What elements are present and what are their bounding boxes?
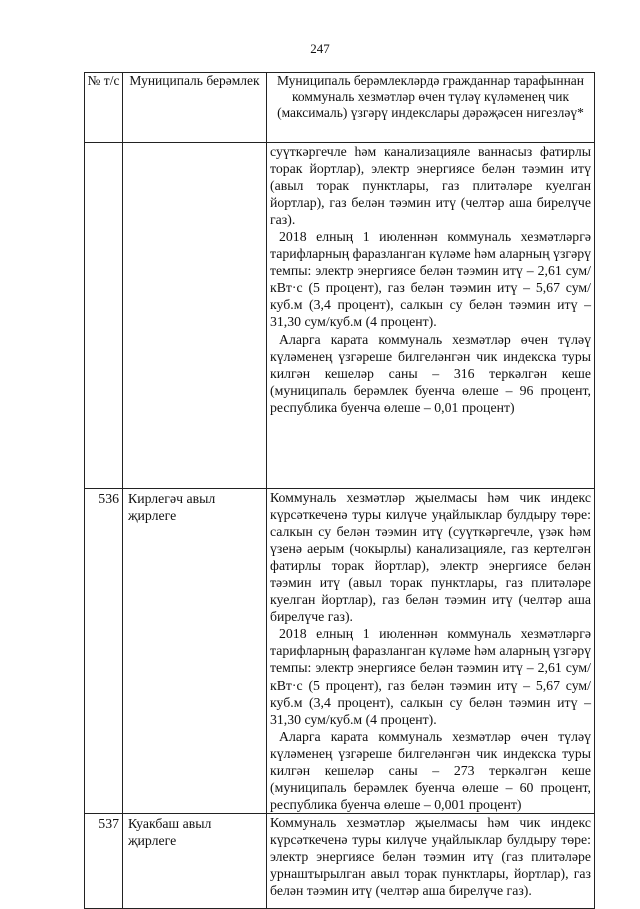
header-municipality: Муниципаль берәмлек (123, 73, 267, 143)
header-num: № т/с (85, 73, 123, 143)
row-number (85, 143, 123, 489)
page-number: 247 (310, 41, 330, 56)
paragraph: 2018 елның 1 июленнән коммуналь хезмәтләргә тарифларның фаразланган күләме һәм аларның үзгәрү темпы: электр энергиясе белән тәэмин итү – 2,61 сум/кВт·с (5 процент), газ белән тәэмин итү – 5,67 сум/куб.м (3,4 процент), салкын су белән тәэмин итү – 31,30 сум/куб.м (4 процент). (270, 229, 591, 330)
header-description: Муниципаль берәмлекләрдә гражданнар тарафыннан коммуналь хезмәтләр өчен түләү күләменең чик (максималь) үзгәрү индекслары дәрәҗәсен нигезләү* (267, 73, 595, 143)
tariff-index-table (84, 72, 595, 909)
table-row (85, 489, 595, 814)
table-row (85, 143, 595, 489)
paragraph: Коммуналь хезмәтләр җыелмасы һәм чик индекс күрсәткеченә туры килүче уңайлыклар булдыру төре: электр энергиясе белән тәэмин итү (газ плитәләре урнаштырылган авыл торак пунктлары, йортлар), газ белән тәэмин итү (челтәр аша бирелүче газ). (270, 814, 591, 899)
paragraph: 2018 елның 1 июленнән коммуналь хезмәтләргә тарифларның фаразланган күләме һәм аларның үзгәрү темпы: электр энергиясе белән тәэмин итү – 2,61 сум/кВт·с (5 процент), газ белән тәэмин итү – 5,67 сум/куб.м (3,4 процент), салкын су белән тәэмин итү – 31,30 сум/куб.м (4 процент). (270, 626, 591, 727)
paragraph: Аларга карата коммуналь хезмәтләр өчен түләү күләменең үзгәреше билгеләнгән чик индекска туры килгән кешеләр саны – 316 теркәлгән кеше (муниципаль берәмлек буенча өлеше – 96 процент, республика буенча өлеше – 0,01 процент) (270, 331, 591, 415)
row-description (267, 143, 595, 489)
paragraph: Аларга карата коммуналь хезмәтләр өчен түләү күләменең үзгәреше билгеләнгән чик индекска туры килгән кешеләр саны – 273 теркәлгән кеше (муниципаль берәмлек буенча өлеше – 60 процент, республика буенча өлеше – 0,001 процент) (270, 728, 591, 812)
row-description (267, 813, 595, 908)
row-number: 536 (85, 489, 123, 814)
row-description (267, 489, 595, 814)
table-row (85, 813, 595, 908)
row-municipality: Куакбаш авыл җирлеге (123, 813, 267, 908)
table-header-row (85, 73, 595, 143)
row-municipality (123, 143, 267, 489)
row-municipality: Кирлегәч авыл җирлеге (123, 489, 267, 814)
row-number: 537 (85, 813, 123, 908)
paragraph: суүткәргечле һәм канализацияле ваннасыз фатирлы торак йортлар), электр энергиясе белән тәэмин итү (авыл торак пунктлары, газ плитәләре куелган йортлар), газ белән тәэмин итү (челтәр аша бирелүче газ). (270, 144, 591, 228)
paragraph: Коммуналь хезмәтләр җыелмасы һәм чик индекс күрсәткеченә туры килүче уңайлыклар булдыру төре: салкын су белән тәэмин итү (суүткәргечле, үзәк һәм үзенә аерым (чокырлы) канализацияле, газ кертелгән фатирлы торак йортлар), электр энергиясе белән тәэмин итү (авыл торак пунктлары, газ плитәләре куелган йортлар), газ белән тәэмин итү (челтәр аша бирелүче газ). (270, 490, 591, 625)
